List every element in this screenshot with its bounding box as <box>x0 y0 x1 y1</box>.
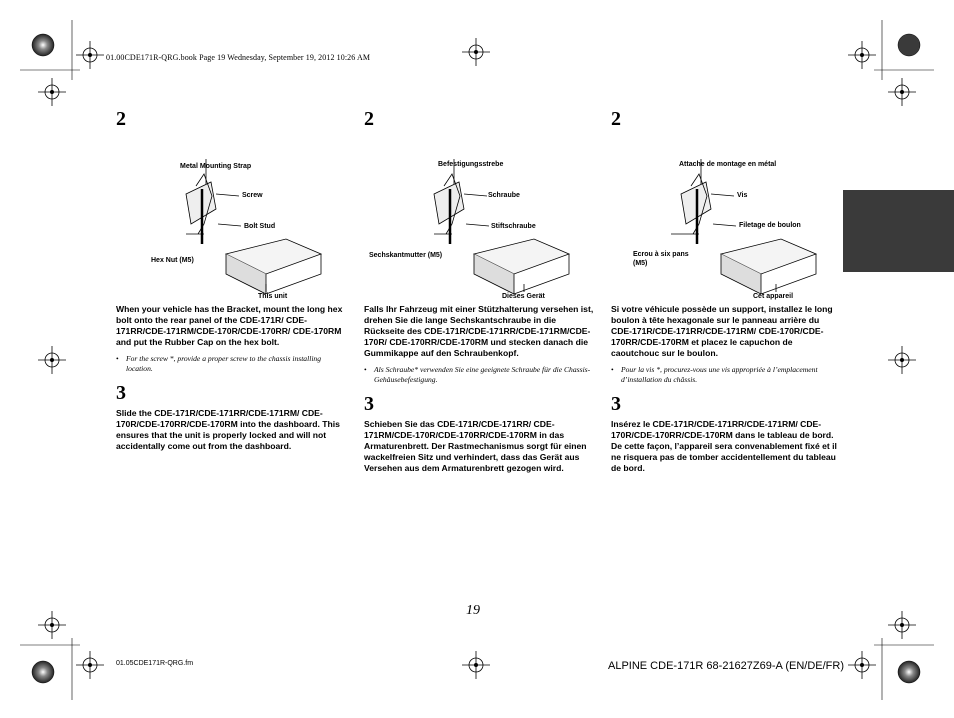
label-strap: Metal Mounting Strap <box>180 163 252 170</box>
column-en <box>116 108 346 452</box>
label-hexnut: Ecrou à six pans (M5) <box>633 251 689 267</box>
step-3-number: 3 <box>611 393 621 415</box>
label-screw: Screw <box>242 192 263 199</box>
mounting-figure <box>364 134 594 300</box>
step-3-number: 3 <box>364 393 374 415</box>
book-header: 01.00CDE171R-QRG.book Page 19 Wednesday, September 19, 2012 10:26 AM <box>106 53 371 62</box>
note-text: Pour la vis *, procurez-vous une vis appropriée à l’emplacement d’installation du châssis. <box>621 365 818 384</box>
label-screw: Schraube <box>488 192 520 199</box>
step-2-text: Falls Ihr Fahrzeug mit einer Stützhalterung versehen ist, drehen Sie die lange Sechskantschraube in die Rückseite des CDE-171R/CDE-171RR/CDE-171RM/CDE-170R/ CDE-170RR/CDE-170RM und stecken danach die Gummikappe auf den Schraubenkopf. <box>364 304 594 358</box>
label-hexnut: Sechskantmutter (M5) <box>369 252 443 259</box>
column-de <box>364 108 594 474</box>
step-2-number: 2 <box>116 108 126 130</box>
page-number: 19 <box>466 603 480 618</box>
label-unit: Dieses Gerät <box>502 293 545 300</box>
note: • For the screw *, provide a proper screw to the chassis installing location. <box>116 354 322 373</box>
label-strap: Attache de montage en métal <box>679 161 777 168</box>
step-3-number: 3 <box>116 382 126 404</box>
mounting-figure <box>611 134 841 300</box>
note-text: For the screw *, provide a proper screw to the chassis installing location. <box>126 354 322 373</box>
label-bolt: Filetage de boulon <box>739 222 801 229</box>
step-2-text: When your vehicle has the Bracket, mount the long hex bolt onto the rear panel of the CDE-171R/ CDE-171RR/CDE-171RM/CDE-170R/CDE-170RR/ CDE-170RM and put the Rubber Cap on the hex bolt. <box>116 304 343 347</box>
step-3-text: Insérez le CDE-171R/CDE-171RR/CDE-171RM/ CDE-170R/CDE-170RR/CDE-170RM dans le tableau de bord. De cette façon, l’appareil sera convenablement fixé et il ne risquera pas de tomber accidentellement du tableau de bord. <box>611 419 837 473</box>
column-fr <box>611 108 841 474</box>
step-2-number: 2 <box>611 108 621 130</box>
label-bolt: Stiftschraube <box>491 223 536 230</box>
note: • Als Schraube* verwenden Sie eine geeignete Schraube für die Chassis-Gehäusebefestigung. <box>364 365 591 384</box>
note: • Pour la vis *, procurez-vous une vis appropriée à l’emplacement d’installation du châssis. <box>611 365 818 384</box>
step-3-text: Slide the CDE-171R/CDE-171RR/CDE-171RM/ CDE-170R/CDE-170RR/CDE-170RM into the dashboard. This ensures that the unit is properly locked and will not accidentally come out from the dashboard. <box>116 408 340 451</box>
mounting-diagram <box>364 134 594 294</box>
step-2-text: Si votre véhicule possède un support, installez le long boulon à tête hexagonale sur le panneau arrière du CDE-171R/CDE-171RR/CDE-171RM/ CDE-170R/CDE-170RR/CDE-170RM et placez le capuchon de caoutchouc sur le boulon. <box>611 304 833 358</box>
step-2-number: 2 <box>364 108 374 130</box>
mounting-diagram <box>116 134 346 294</box>
label-unit: Cet appareil <box>753 293 794 300</box>
footer-file: 01.05CDE171R-QRG.fm <box>116 660 194 667</box>
label-hexnut: Hex Nut (M5) <box>151 257 194 264</box>
label-unit: This unit <box>258 293 288 300</box>
label-strap: Befestigungsstrebe <box>438 161 504 168</box>
label-bolt: Bolt Stud <box>244 223 276 230</box>
note-text: Als Schraube* verwenden Sie eine geeignete Schraube für die Chassis-Gehäusebefestigung. <box>374 365 591 384</box>
mounting-figure <box>116 134 346 300</box>
mounting-diagram <box>611 134 841 294</box>
label-screw: Vis <box>737 192 748 199</box>
footer-model: ALPINE CDE-171R 68-21627Z69-A (EN/DE/FR) <box>608 660 844 672</box>
section-tab <box>843 190 954 272</box>
step-3-text: Schieben Sie das CDE-171R/CDE-171RR/ CDE-171RM/CDE-170R/CDE-170RR/CDE-170RM in das Armaturenbrett. Der Rastmechanismus sorgt für einen wackelfreien Sitz und verhindert, dass das Gerät aus Versehen aus dem Armaturenbrett gezogen wird. <box>364 419 587 473</box>
